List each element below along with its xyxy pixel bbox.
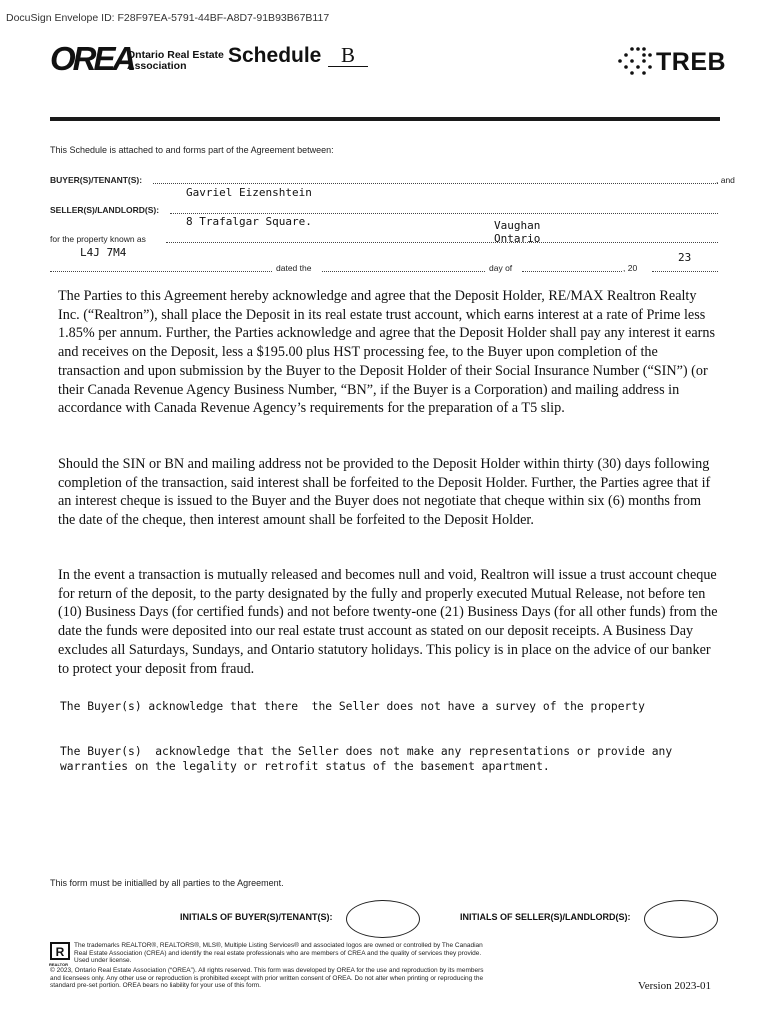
property-city: Vaughan — [494, 219, 541, 232]
clause-survey: The Buyer(s) acknowledge that there the Seller does not have a survey of the property — [60, 700, 645, 713]
seller-label: SELLER(S)/LANDLORD(S): — [50, 205, 160, 215]
envelope-id: DocuSign Envelope ID: F28F97EA-5791-44BF-A8D7-91B93B67B117 — [6, 12, 330, 24]
schedule-letter: B — [328, 44, 368, 67]
fineprint-copyright: © 2023, Ontario Real Estate Association (“OREA”). All rights reserved. This form was developed by OREA for the use and reproduction by its members and licensees only. Any other use or reproduction is prohibited except with prior written consent of OREA. Do not alter when printing or reproducing the standard pre-set portion. OREA bears no liability for your use of this form. — [50, 967, 484, 990]
paragraph-sin: Should the SIN or BN and mailing address not be provided to the Deposit Holder within thirty (30) days following completion of the transaction, said interest shall be forfeited to the Deposit Holder. Further, the Parties agree that if an interest cheque is issued to the Buyer and the Buyer does not negotiate that cheque within six (6) months from the date of the cheque, then interest amount shall be forfeited to the Deposit Holder. — [58, 456, 711, 529]
property-postal: L4J 7M4 — [80, 246, 127, 259]
seller-initials-box[interactable] — [644, 900, 718, 938]
orea-name-line2: Association — [127, 60, 187, 72]
buyer-label: BUYER(S)/TENANT(S): — [50, 175, 143, 185]
schedule-intro: This Schedule is attached to and forms part of the Agreement between: — [50, 145, 334, 155]
buyer-initials-label: INITIALS OF BUYER(S)/TENANT(S): — [180, 912, 333, 922]
property-street: 8 Trafalgar Square. — [186, 215, 312, 228]
day-of-label: day of — [489, 263, 513, 273]
fineprint-trademark: The trademarks REALTOR®, REALTORS®, MLS®, Multiple Listing Services® and associated logos are owned or controlled by The Canadian Real Estate Association (CREA) and identify the real estate professionals who are members of CREA and the quality of services they provide. Used under license. — [74, 942, 483, 965]
treb-dots-icon — [614, 46, 652, 76]
date-blank-4[interactable] — [652, 263, 718, 272]
clause-basement-line1: The Buyer(s) acknowledge that the Seller does not make any representations or provide any — [60, 745, 673, 758]
paragraph-release: In the event a transaction is mutually released and becomes null and void, Realtron will issue a trust account cheque for return of the deposit, to the party designated by the fully and properly executed Mutual Release, not before ten (10) Business Days (for certified funds) and not before twenty-one (21) Business Days (for all other funds) from the date the funds were deposited into our real estate trust account as stated on our deposit receipts. A Business Day excludes all Saturdays, Sundays, and Ontario statutory holidays. This policy is in place on the advice of our banker to protect your deposit from fraud. — [58, 567, 718, 677]
treb-logo: TREB — [656, 48, 727, 76]
date-blank-2[interactable] — [322, 263, 485, 272]
orea-logo: OREA — [50, 40, 134, 77]
orea-name-line1: Ontario Real Estate — [127, 49, 224, 61]
seller-initials-label: INITIALS OF SELLER(S)/LANDLORD(S): — [460, 912, 631, 922]
seller-line[interactable] — [170, 205, 718, 214]
initial-note: This form must be initialled by all parties to the Agreement. — [50, 878, 284, 888]
date-blank-3[interactable] — [522, 263, 622, 272]
realtor-mark-text: REALTOR — [49, 962, 68, 967]
paragraph-interest: The Parties to this Agreement hereby acknowledge and agree that the Deposit Holder, RE/MAX Realtron Realty Inc. (“Realtron”), shall place the Deposit in its real estate trust account, which earns interest at a rate of Prime less 1.85% per annum. Further, the Parties acknowledge and agree that the Deposit Holder shall pay any interest it earns and receives on the Deposit, less a $195.00 plus HST processing fee, to the Buyer upon completion of the transaction and upon submission by the Buyer to the Deposit Holder of their Social Insurance Number (“SIN”) (or their Canada Revenue Agency Business Number, “BN”, if the Buyer is a Corporation) and mailing address in accordance with Canada Revenue Agency’s requirements for the preparation of a T5 slip. — [58, 288, 715, 417]
property-line[interactable] — [166, 234, 718, 243]
buyer-value: Gavriel Eizenshtein — [186, 186, 312, 199]
schedule-title: Schedule — [228, 44, 322, 67]
buyer-initials-box[interactable] — [346, 900, 420, 938]
and-word: , and — [716, 175, 735, 185]
svg-text:R: R — [55, 945, 65, 959]
version-label: Version 2023-01 — [638, 980, 712, 992]
property-label: for the property known as — [50, 234, 146, 244]
clause-basement-line2: warranties on the legality or retrofit status of the basement apartment. — [60, 760, 550, 773]
buyer-line[interactable] — [153, 175, 718, 184]
date-blank-1[interactable] — [50, 263, 272, 272]
property-province: Ontario — [494, 232, 541, 245]
header-rule — [50, 117, 720, 121]
dated-the-label: dated the — [276, 263, 312, 273]
year-value: 23 — [678, 251, 692, 264]
year-prefix: , 20 — [623, 263, 638, 273]
orea-name — [127, 50, 224, 72]
